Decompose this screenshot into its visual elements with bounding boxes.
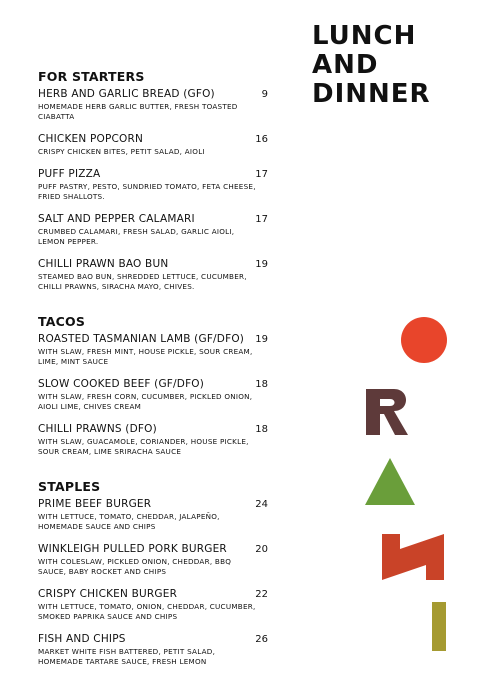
section-staples (38, 479, 278, 667)
item-price: 16 (255, 134, 268, 145)
logo-circle (401, 317, 447, 363)
menu-item (38, 588, 278, 622)
item-price: 22 (255, 589, 268, 600)
menu-item (38, 213, 278, 247)
item-price: 18 (255, 379, 268, 390)
item-name: CHICKEN POPCORN (38, 133, 144, 145)
item-description: CRISPY CHICKEN BITES, PETIT SALAD, AIOLI (38, 147, 205, 156)
section-title: TACOS (38, 314, 86, 329)
logo-bar (432, 602, 446, 651)
item-price: 17 (255, 169, 268, 180)
item-name: CRISPY CHICKEN BURGER (38, 588, 178, 600)
logo-zigzag (382, 534, 444, 580)
menu-title-line-1: LUNCH (312, 21, 417, 51)
item-name: FISH AND CHIPS (38, 633, 126, 645)
menu-item (38, 423, 278, 457)
item-description: WITH SLAW, GUACAMOLE, CORIANDER, HOUSE PICKLE, SOUR CREAM, LIME SRIRACHA SAUCE (38, 437, 249, 456)
item-price: 19 (255, 259, 268, 270)
menu-item (38, 258, 278, 292)
item-description: WITH SLAW, FRESH MINT, HOUSE PICKLE, SOUR CREAM, LIME, MINT SAUCE (38, 347, 253, 366)
item-description: MARKET WHITE FISH BATTERED, PETIT SALAD, HOMEMADE TARTARE SAUCE, FRESH LEMON (38, 647, 216, 666)
item-name: HERB AND GARLIC BREAD (GFO) (38, 88, 215, 100)
item-price: 18 (255, 424, 268, 435)
item-description: WITH COLESLAW, PICKLED ONION, CHEDDAR, BBQ SAUCE, BABY ROCKET AND CHIPS (38, 557, 232, 576)
item-name: SALT AND PEPPER CALAMARI (38, 213, 195, 225)
item-description: CRUMBED CALAMARI, FRESH SALAD, GARLIC AIOLI, LEMON PEPPER. (38, 227, 235, 246)
menu-item (38, 543, 278, 577)
section-starters (38, 69, 278, 292)
item-name: CHILLI PRAWN BAO BUN (38, 258, 169, 270)
item-name: PUFF PIZZA (38, 168, 101, 180)
item-name: WINKLEIGH PULLED PORK BURGER (38, 543, 227, 555)
menu-list (38, 69, 278, 678)
menu-item (38, 498, 278, 532)
item-description: WITH LETTUCE, TOMATO, ONION, CHEDDAR, CUCUMBER, SMOKED PAPRIKA SAUCE AND CHIPS (38, 602, 256, 621)
item-name: CHILLI PRAWNS (DFO) (38, 423, 157, 435)
item-name: ROASTED TASMANIAN LAMB (GF/DFO) (38, 333, 245, 345)
section-tacos (38, 314, 278, 457)
menu-title-line-2: AND (312, 50, 379, 80)
item-price: 20 (255, 544, 268, 555)
menu-title (312, 22, 431, 109)
brand-logo (360, 315, 456, 655)
menu-item (38, 133, 278, 157)
section-title: STAPLES (38, 479, 101, 494)
item-description: HOMEMADE HERB GARLIC BUTTER, FRESH TOASTED CIABATTA (38, 102, 238, 121)
item-description: PUFF PASTRY, PESTO, SUNDRIED TOMATO, FETA CHEESE, FRIED SHALLOTS. (38, 182, 256, 201)
menu-item (38, 168, 278, 202)
item-name: SLOW COOKED BEEF (GF/DFO) (38, 378, 205, 390)
item-price: 26 (255, 634, 268, 645)
logo-triangle (365, 458, 415, 505)
item-price: 24 (255, 499, 268, 510)
item-description: WITH LETTUCE, TOMATO, CHEDDAR, JALAPEÑO, HOMEMADE SAUCE AND CHIPS (38, 512, 220, 531)
menu-item (38, 333, 278, 367)
item-description: WITH SLAW, FRESH CORN, CUCUMBER, PICKLED ONION, AIOLI LIME, CHIVES CREAM (38, 392, 253, 411)
menu-title-line-3: DINNER (312, 79, 431, 109)
menu-item (38, 378, 278, 412)
section-title: FOR STARTERS (38, 69, 145, 84)
item-name: PRIME BEEF BURGER (38, 498, 152, 510)
item-description: STEAMED BAO BUN, SHREDDED LETTUCE, CUCUMBER, CHILLI PRAWNS, SIRACHA MAYO, CHIVES. (38, 272, 247, 291)
menu-item (38, 88, 278, 122)
item-price: 9 (261, 89, 268, 100)
logo-r-letter (366, 389, 408, 435)
item-price: 19 (255, 334, 268, 345)
menu-item (38, 633, 278, 667)
item-price: 17 (255, 214, 268, 225)
